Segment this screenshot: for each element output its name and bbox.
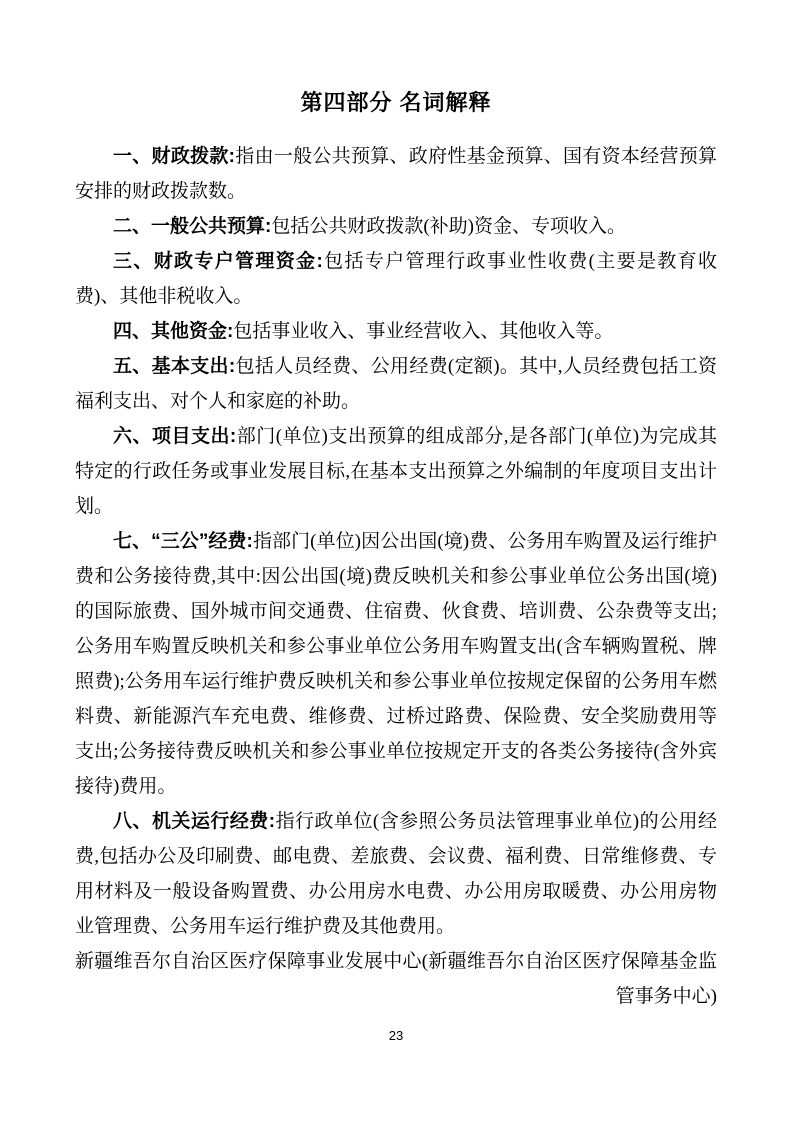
definition-paragraph (75, 244, 717, 314)
term-text: 指行政单位(含参照公务员法管理事业单位)的公用经费,包括办公及印刷费、邮电费、差旅费、会议费、福利费、日常维修费、专用材料及一般设备购置费、办公用房水电费、办公用房取暖费、办公用房物业管理费、公务用车运行维护费及其他费用。 (75, 811, 718, 937)
term-label: 五、基本支出: (113, 356, 236, 377)
definition-paragraph (75, 349, 717, 419)
definition-paragraph (75, 804, 717, 944)
term-text: 部门(单位)支出预算的组成部分,是各部门(单位)为完成其特定的行政任务或事业发展目标,在基本支出预算之外编制的年度项目支出计划。 (75, 426, 718, 517)
definition-paragraph (75, 419, 717, 524)
term-text: 指部门(单位)因公出国(境)费、公务用车购置及运行维护费和公务接待费,其中:因公出国(境)费反映机关和参公事业单位公务出国(境)的国际旅费、国外城市间交通费、住宿费、伙食费、培训费、公杂费等支出;公务用车购置反映机关和参公事业单位公务用车购置支出(含车辆购置税、牌照费);公务用车运行维护费反映机关和参公事业单位按规定保留的公务用车燃料费、新能源汽车充电费、维修费、过桥过路费、保险费、安全奖励费用等支出;公务接待费反映机关和参公事业单位按规定开支的各类公务接待(含外宾接待)费用。 (75, 531, 718, 797)
issuer-name: 新疆维吾尔自治区医疗保障事业发展中心(新疆维吾尔自治区医疗保障基金监管事务中心) (75, 951, 717, 1007)
term-text: 包括公共财政拨款(补助)资金、专项收入。 (271, 216, 626, 237)
term-text: 包括人员经费、公用经费(定额)。其中,人员经费包括工资福利支出、对个人和家庭的补助。 (75, 356, 718, 412)
definition-paragraph (75, 209, 717, 244)
term-label: 七、“三公”经费: (113, 531, 253, 552)
definition-paragraph (75, 314, 717, 349)
term-text: 包括事业收入、事业经营收入、其他收入等。 (233, 321, 614, 342)
term-label: 二、一般公共预算: (113, 216, 272, 237)
definition-paragraph (75, 139, 717, 209)
term-label: 三、财政专户管理资金: (113, 251, 323, 272)
term-label: 一、财政拨款: (113, 146, 236, 167)
page-number: 23 (388, 1028, 404, 1043)
page-title: 第四部分 名词解释 (300, 90, 492, 115)
term-text: 包括专户管理行政事业性收费(主要是教育收费)、其他非税收入。 (75, 251, 717, 307)
term-label: 四、其他资金: (113, 321, 234, 342)
term-text: 指由一般公共预算、政府性基金预算、国有资本经营预算安排的财政拨款数。 (75, 146, 717, 202)
term-label: 六、项目支出: (113, 426, 237, 447)
term-label: 八、机关运行经费: (113, 811, 276, 832)
definition-paragraph (75, 524, 717, 804)
